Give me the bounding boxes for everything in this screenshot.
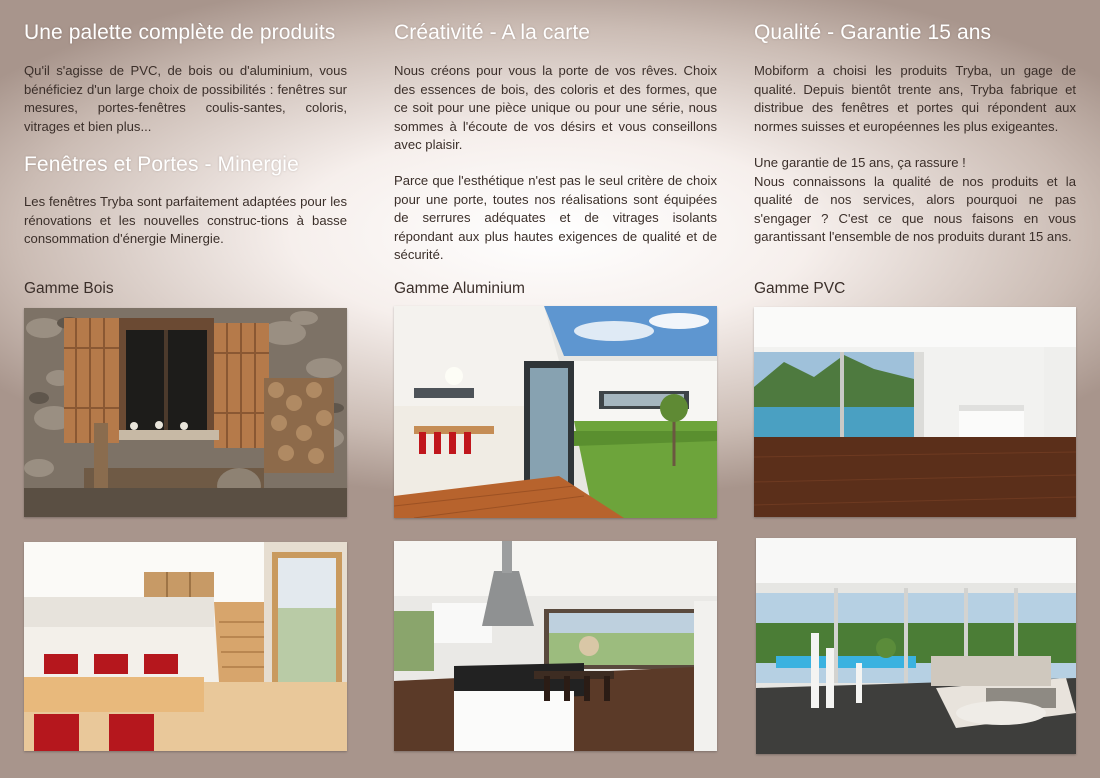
section-subtitle: Fenêtres et Portes - Minergie xyxy=(24,153,299,176)
lake-view-living-room-photo xyxy=(754,307,1076,517)
section-subparagraph: Les fenêtres Tryba sont parfaitement adaptées pour les rénovations et les nouvelles construc-tions à basse consommation d'énergie Minergie. xyxy=(24,194,347,246)
section-title: Créativité - A la carte xyxy=(394,21,591,44)
section-paragraph-2: Une garantie de 15 ans, ça rassure ! Nous connaissons la qualité de nos produits et la qualité de nos services, alors pourquoi ne pas s'engager ? C'est ce que nous faisons en vous garantissant l'ensemble de nos produits durant 15 ans. xyxy=(754,155,1076,244)
living-room-pool-view-photo xyxy=(756,538,1076,754)
section-paragraph: Qu'il s'agisse de PVC, de bois ou d'aluminium, vous bénéficiez d'un large choix de possibilités : fenêtres sur mesures, portes-fenêtres coulis-santes, coloris, vitrages et bien plus... xyxy=(24,63,347,134)
section-title: Qualité - Garantie 15 ans xyxy=(754,21,992,44)
gallery-title: Gamme Bois xyxy=(24,280,114,297)
modern-kitchen-island-photo xyxy=(394,541,717,751)
section-title: Une palette complète de produits xyxy=(24,21,336,44)
modern-courtyard-sliding-doors-photo xyxy=(394,306,717,518)
gallery-title: Gamme Aluminium xyxy=(394,280,525,297)
gallery-title: Gamme PVC xyxy=(754,280,846,297)
section-paragraph: Nous créons pour vous la porte de vos rêves. Choix des essences de bois, des coloris et des formes, que ce soit pour une pièce unique ou pour une série, nous sommes à l'écoute de vos désirs et vous conseillons avec plaisir. xyxy=(394,63,717,152)
rustic-stone-wall-wooden-shutters-photo xyxy=(24,308,347,517)
wooden-interior-dining-stairs-photo xyxy=(24,542,347,751)
section-paragraph-2: Parce que l'esthétique n'est pas le seul critère de choix pour une porte, toutes nos réalisations sont équipées de serrures adéquates et de vitrages isolants répondant aux plus hautes exigences de qualité et de sécurité. xyxy=(394,173,717,262)
section-paragraph: Mobiform a choisi les produits Tryba, un gage de qualité. Depuis bientôt trente ans, Tryba fabrique et distribue des fenêtres et portes qui répondent aux normes suisses et européennes les plus exigeantes. xyxy=(754,63,1076,134)
